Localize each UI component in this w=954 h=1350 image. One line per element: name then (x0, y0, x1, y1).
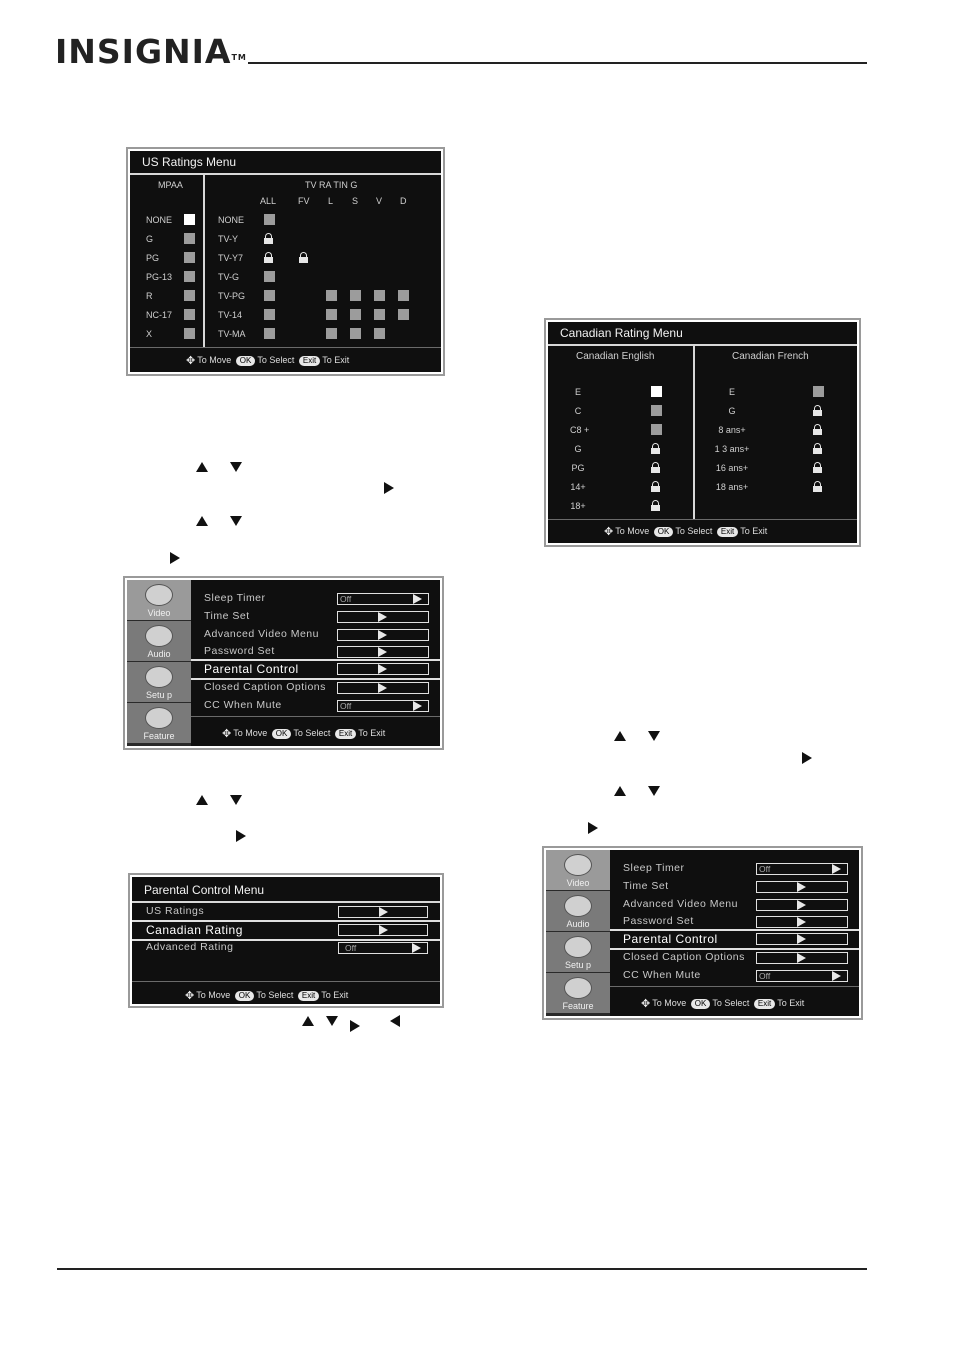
setup-menu-item-label: Closed Caption Options (204, 681, 326, 693)
right-arrow-icon (379, 925, 388, 935)
setup-menu-2 (546, 850, 859, 1016)
up-arrow-icon (196, 516, 208, 526)
mpaa-label: X (146, 329, 153, 339)
tv-column-header: S (352, 196, 359, 206)
canadian-french-label: G (728, 406, 736, 416)
canadian-english-checkbox[interactable] (651, 424, 662, 435)
move-arrows-icon: ✥ (222, 727, 232, 740)
value-text: Off (759, 971, 771, 981)
parental-control-item-value[interactable] (338, 924, 428, 936)
tv-rating-checkbox[interactable] (264, 271, 275, 282)
us-divider (203, 175, 205, 348)
canadian-english-checkbox[interactable] (651, 386, 662, 397)
down-arrow-icon (648, 731, 660, 741)
parental-control-item-value[interactable] (338, 906, 428, 918)
mpaa-checkbox[interactable] (184, 233, 195, 244)
lock-icon (651, 500, 660, 511)
tv-rating-checkbox[interactable] (326, 309, 337, 320)
setup-menu-item-value[interactable] (756, 952, 848, 964)
value-text: Off (340, 701, 352, 711)
mpaa-label: R (146, 291, 153, 301)
setup-menu-item-label: Sleep Timer (204, 592, 266, 604)
setup-footer-rule (191, 716, 440, 717)
lock-icon (813, 443, 822, 454)
mpaa-checkbox[interactable] (184, 252, 195, 263)
parental-control-item-value[interactable] (338, 942, 428, 954)
setup-menu-item-value[interactable] (337, 663, 429, 675)
tv-rating-label: TV-Y (218, 234, 239, 244)
setup-menu-item-value[interactable] (756, 916, 848, 928)
right-arrow-icon (797, 900, 806, 910)
mpaa-header: MPAA (158, 180, 183, 190)
lock-icon (264, 233, 273, 244)
setup-menu-item-label: Parental Control (623, 932, 718, 946)
mpaa-checkbox[interactable] (184, 271, 195, 282)
tv-column-header: D (400, 196, 407, 206)
canadian-rating-menu (548, 322, 857, 543)
mpaa-checkbox[interactable] (184, 328, 195, 339)
right-arrow-icon (797, 917, 806, 927)
lock-icon (651, 462, 660, 473)
mpaa-checkbox[interactable] (184, 214, 195, 225)
setup-menu-item-value[interactable] (756, 881, 848, 893)
tv-rating-label: NONE (218, 215, 245, 225)
ok-key-icon: OK (235, 991, 255, 1001)
tv-rating-checkbox[interactable] (398, 290, 409, 301)
tv-rating-label: TV-14 (218, 310, 243, 320)
us-ratings-menu (130, 151, 441, 372)
right-arrow-icon (170, 552, 180, 564)
tv-rating-checkbox[interactable] (350, 290, 361, 301)
setup-menu-item-value[interactable] (337, 629, 429, 641)
canadian-french-label: 8 ans+ (718, 425, 746, 435)
audio-icon (564, 895, 592, 917)
right-arrow-icon (797, 882, 806, 892)
audio-icon (145, 625, 173, 647)
tv-rating-checkbox[interactable] (264, 309, 275, 320)
right-arrow-icon (379, 907, 388, 917)
move-arrows-icon: ✥ (185, 989, 195, 1002)
mpaa-label: G (146, 234, 154, 244)
lock-icon (264, 252, 273, 263)
tab-audio[interactable] (127, 621, 191, 662)
setup-sidebar (127, 580, 191, 746)
mpaa-checkbox[interactable] (184, 290, 195, 301)
parental-control-item-label: Canadian Rating (146, 923, 243, 937)
right-arrow-icon (797, 953, 806, 963)
tv-column-header: FV (298, 196, 310, 206)
right-arrow-icon (378, 683, 387, 693)
setup-footer: ✥ To Move OK To Select Exit To Exit (222, 727, 386, 740)
tab-label: Setu p (564, 960, 592, 970)
exit-key-icon: Exit (335, 729, 356, 739)
setup-footer-rule (610, 986, 859, 987)
up-arrow-icon (614, 731, 626, 741)
setup-menu-item-label: Time Set (623, 880, 669, 892)
down-arrow-icon (230, 516, 242, 526)
tv-rating-checkbox[interactable] (350, 328, 361, 339)
canadian-english-label: 18+ (570, 501, 586, 511)
canadian-rating-title: Canadian Rating Menu (548, 322, 857, 346)
tv-rating-checkbox[interactable] (264, 214, 275, 225)
feature-icon (145, 707, 173, 729)
tv-rating-checkbox[interactable] (326, 328, 337, 339)
value-text: Off (759, 864, 771, 874)
ok-key-icon: OK (236, 356, 256, 366)
setup-sidebar (546, 850, 610, 1016)
value-text (341, 925, 345, 935)
canadian-french-label: E (728, 387, 735, 397)
canadian-english-label: 14+ (570, 482, 586, 492)
canadian-english-header: Canadian English (576, 351, 655, 362)
setup-menu-item-label: CC When Mute (204, 699, 282, 711)
parental-control-item-label: US Ratings (146, 905, 205, 917)
right-arrow-icon (413, 594, 422, 604)
feature-icon (564, 977, 592, 999)
canadian-english-label: C8 + (570, 425, 590, 435)
mpaa-label: NONE (146, 215, 173, 225)
canadian-french-label: 16 ans+ (715, 463, 749, 473)
right-arrow-icon (378, 630, 387, 640)
down-arrow-icon (230, 795, 242, 805)
value-text: Off (340, 594, 352, 604)
setup-menu-item-value[interactable] (756, 863, 848, 875)
canadian-english-label: G (574, 444, 582, 454)
right-arrow-icon (802, 752, 812, 764)
up-arrow-icon (302, 1016, 314, 1026)
tv-rating-label: TV-PG (218, 291, 246, 301)
us-ratings-title: US Ratings Menu (130, 151, 441, 175)
tv-rating-checkbox[interactable] (350, 309, 361, 320)
parental-control-title: Parental Control Menu (132, 877, 440, 903)
setup-menu-item-label: Sleep Timer (623, 862, 685, 874)
canadian-english-label: PG (571, 463, 585, 473)
setup-menu-item-value[interactable] (337, 646, 429, 658)
value-text: Off (345, 943, 357, 953)
header-rule (248, 62, 867, 64)
ca-footer-rule (548, 519, 857, 520)
setup-menu-item-value[interactable] (337, 611, 429, 623)
tab-feature[interactable] (127, 703, 191, 744)
tab-audio[interactable] (546, 891, 610, 932)
setup-menu-item-label: Password Set (623, 915, 694, 927)
left-arrow-icon (390, 1015, 400, 1027)
tv-rating-checkbox[interactable] (374, 328, 385, 339)
right-arrow-icon (413, 701, 422, 711)
setup-menu-item-value[interactable] (756, 970, 848, 982)
tab-label: Video (147, 608, 171, 618)
up-arrow-icon (614, 786, 626, 796)
down-arrow-icon (230, 462, 242, 472)
ok-key-icon: OK (272, 729, 292, 739)
setup-menu-item-label: Advanced Video Menu (623, 898, 738, 910)
down-arrow-icon (648, 786, 660, 796)
lock-icon (813, 462, 822, 473)
exit-key-icon: Exit (298, 991, 319, 1001)
setup-menu-item-label: Password Set (204, 645, 275, 657)
tab-video[interactable] (127, 580, 191, 621)
right-arrow-icon (236, 830, 246, 842)
mpaa-label: NC-17 (146, 310, 173, 320)
move-arrows-icon: ✥ (186, 354, 196, 367)
ok-key-icon: OK (654, 527, 674, 537)
canadian-english-checkbox[interactable] (651, 405, 662, 416)
mpaa-label: PG-13 (146, 272, 173, 282)
right-arrow-icon (832, 864, 841, 874)
tv-rating-label: TV-MA (218, 329, 246, 339)
tab-video[interactable] (546, 850, 610, 891)
tab-label: Video (566, 878, 590, 888)
setup-menu-item-label: CC When Mute (623, 969, 701, 981)
tv-rating-checkbox[interactable] (374, 309, 385, 320)
tv-rating-header: TV RA TIN G (305, 180, 358, 190)
right-arrow-icon (588, 822, 598, 834)
right-arrow-icon (350, 1020, 360, 1032)
canadian-french-label: 1 3 ans+ (714, 444, 750, 454)
right-arrow-icon (832, 971, 841, 981)
setup-menu-item-value[interactable] (756, 933, 848, 945)
value-text (341, 907, 345, 917)
us-footer: ✥ To Move OK To Select Exit To Exit (186, 354, 350, 367)
tv-column-header: L (328, 196, 334, 206)
canadian-french-label: 18 ans+ (715, 482, 749, 492)
footer-rule (57, 1268, 867, 1270)
canadian-french-header: Canadian French (732, 351, 809, 362)
tab-label: Feature (562, 1001, 594, 1011)
tv-rating-checkbox[interactable] (264, 328, 275, 339)
parental-control-item-label: Advanced Rating (146, 941, 234, 953)
up-arrow-icon (196, 795, 208, 805)
right-arrow-icon (412, 943, 421, 953)
tv-rating-label: TV-G (218, 272, 240, 282)
ca-footer: ✥ To Move OK To Select Exit To Exit (604, 525, 768, 538)
exit-key-icon: Exit (717, 527, 738, 537)
insignia-logo: INSIGNIA™ (55, 32, 247, 71)
lock-icon (299, 252, 308, 263)
setup-menu-item-label: Parental Control (204, 662, 299, 676)
tv-rating-checkbox[interactable] (374, 290, 385, 301)
tab-label: Audio (566, 919, 590, 929)
lock-icon (813, 481, 822, 492)
right-arrow-icon (378, 664, 387, 674)
tab-setup[interactable] (127, 662, 191, 703)
tv-rating-checkbox[interactable] (264, 290, 275, 301)
video-icon (145, 584, 173, 606)
up-arrow-icon (196, 462, 208, 472)
us-footer-rule (130, 347, 441, 348)
tv-rating-checkbox[interactable] (398, 309, 409, 320)
ca-divider (693, 346, 695, 519)
tab-label: Feature (143, 731, 175, 741)
setup-menu-item-label: Advanced Video Menu (204, 628, 319, 640)
canadian-french-checkbox[interactable] (813, 386, 824, 397)
setup-menu-item-value[interactable] (756, 899, 848, 911)
canadian-english-label: C (574, 406, 582, 416)
setup-icon (145, 666, 173, 688)
setup-icon (564, 936, 592, 958)
mpaa-label: PG (146, 253, 160, 263)
pc-footer: ✥ To Move OK To Select Exit To Exit (185, 989, 349, 1002)
setup-menu-item-label: Time Set (204, 610, 250, 622)
exit-key-icon: Exit (299, 356, 320, 366)
move-arrows-icon: ✥ (641, 997, 651, 1010)
setup-menu-item-value[interactable] (337, 593, 429, 605)
right-arrow-icon (384, 482, 394, 494)
down-arrow-icon (326, 1016, 338, 1026)
lock-icon (651, 443, 660, 454)
parental-control-menu (132, 877, 440, 1004)
right-arrow-icon (797, 934, 806, 944)
right-arrow-icon (378, 612, 387, 622)
setup-footer: ✥ To Move OK To Select Exit To Exit (641, 997, 805, 1010)
lock-icon (813, 405, 822, 416)
setup-menu-item-value[interactable] (337, 682, 429, 694)
video-icon (564, 854, 592, 876)
tab-feature[interactable] (546, 973, 610, 1014)
move-arrows-icon: ✥ (604, 525, 614, 538)
tv-column-header: V (376, 196, 383, 206)
exit-key-icon: Exit (754, 999, 775, 1009)
mpaa-checkbox[interactable] (184, 309, 195, 320)
setup-menu-item-label: Closed Caption Options (623, 951, 745, 963)
lock-icon (651, 481, 660, 492)
pc-footer-rule (132, 981, 440, 982)
ok-key-icon: OK (691, 999, 711, 1009)
right-arrow-icon (378, 647, 387, 657)
tab-label: Setu p (145, 690, 173, 700)
tv-rating-checkbox[interactable] (326, 290, 337, 301)
tab-label: Audio (147, 649, 171, 659)
tab-setup[interactable] (546, 932, 610, 973)
setup-menu-item-value[interactable] (337, 700, 429, 712)
tv-column-header: ALL (260, 196, 277, 206)
tv-rating-label: TV-Y7 (218, 253, 244, 263)
setup-menu-1 (127, 580, 440, 746)
canadian-english-label: E (574, 387, 581, 397)
lock-icon (813, 424, 822, 435)
